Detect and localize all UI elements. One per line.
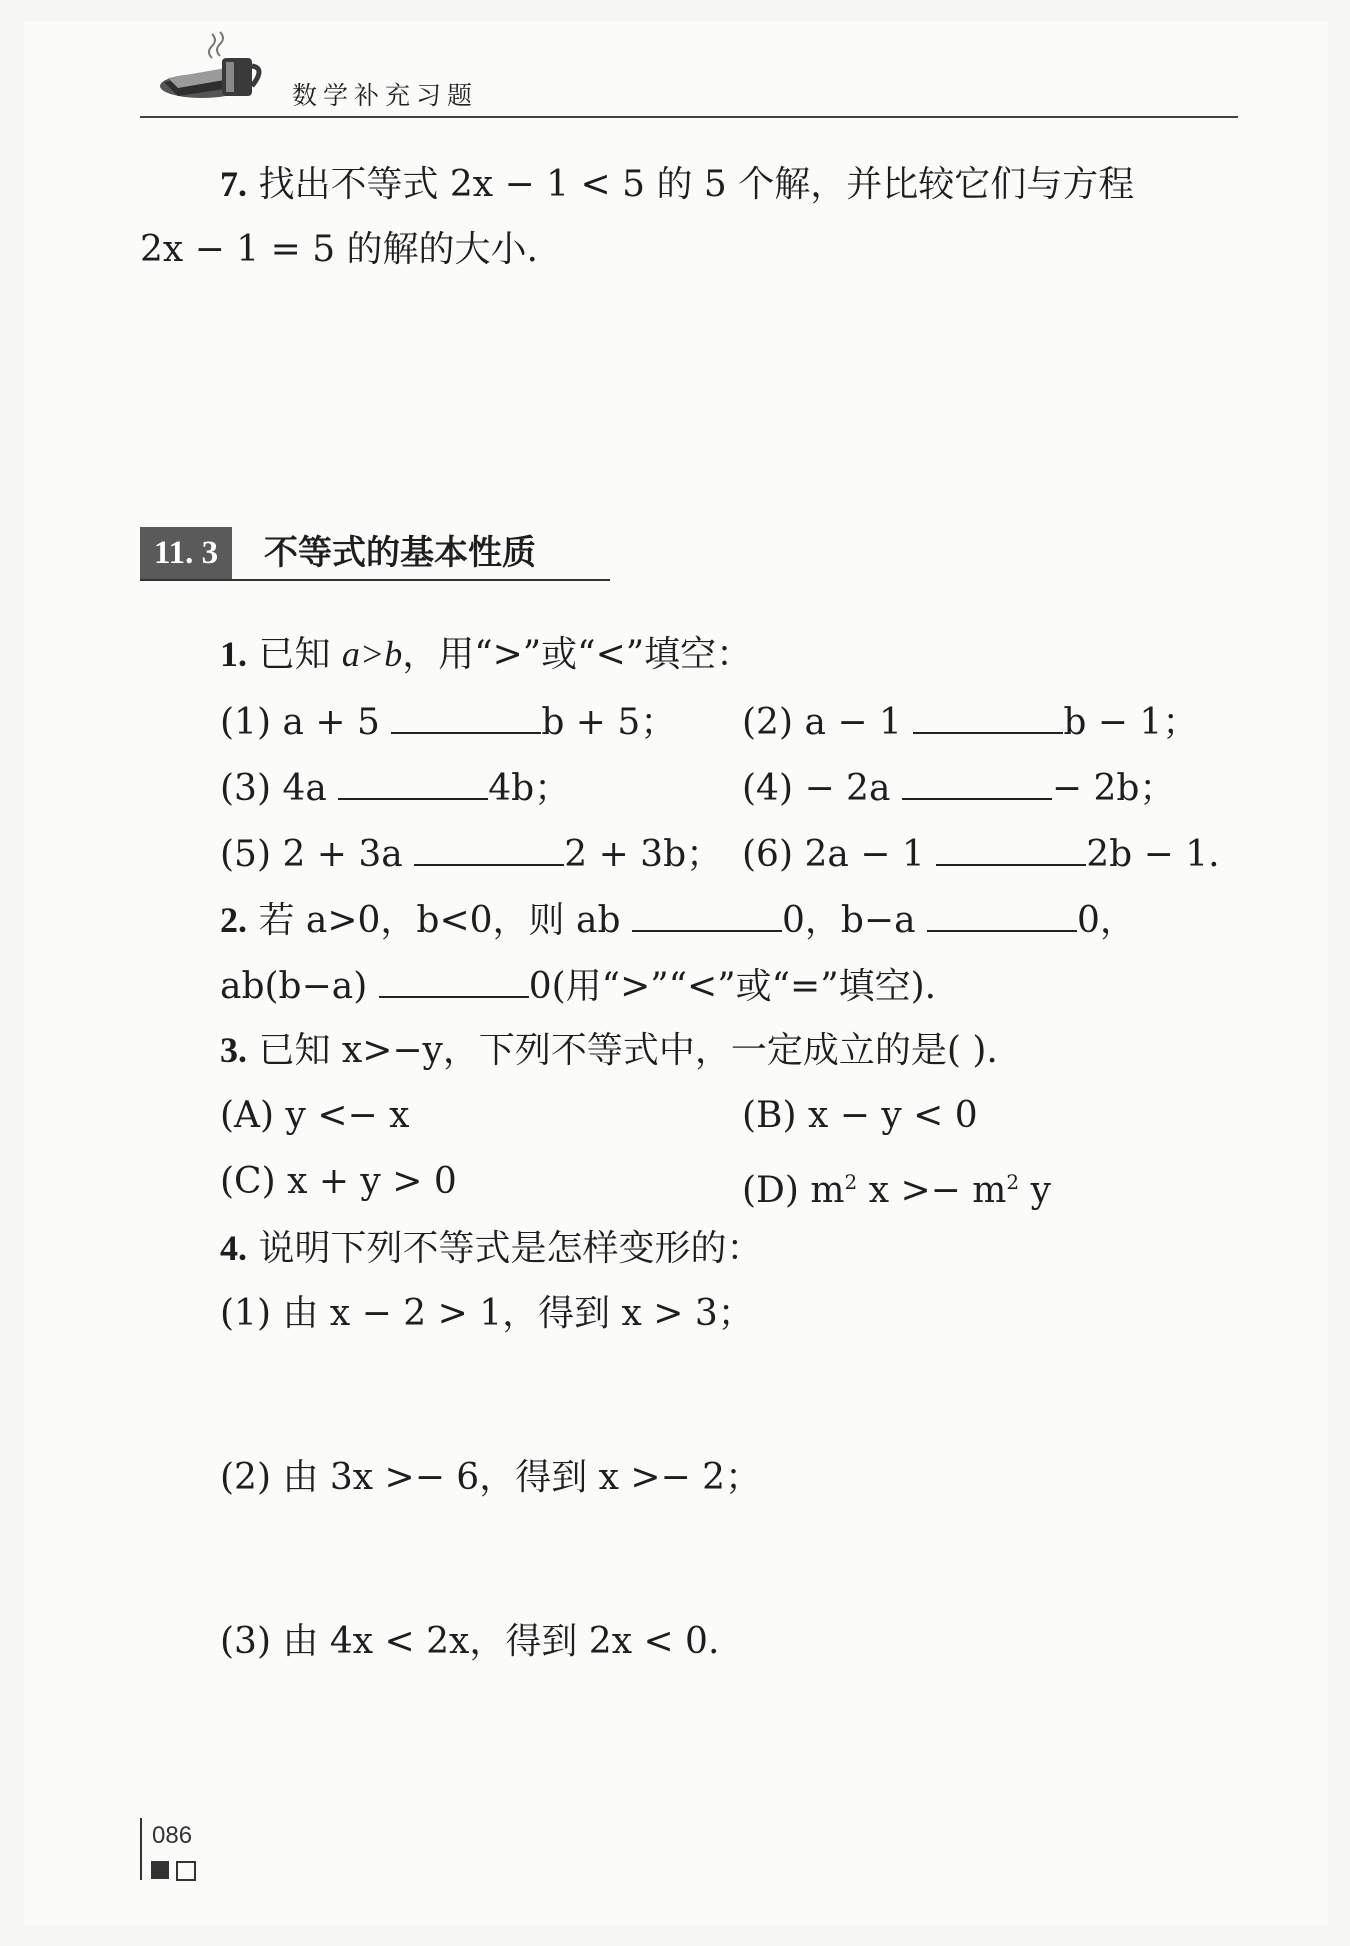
question-number: 4. (220, 1228, 247, 1268)
option-text: (D) m (742, 1170, 845, 1211)
exponent: 2 (844, 1170, 858, 1194)
section-underline (140, 579, 610, 581)
header-divider (140, 116, 1238, 118)
stem-text: 0， (1076, 900, 1136, 941)
part-right: − 2b； (1051, 768, 1176, 809)
part-right: b + 5； (541, 702, 677, 743)
stem-variable: a>b (341, 634, 403, 674)
section-number-badge: 11. 3 (140, 527, 232, 579)
answer-blank[interactable] (936, 830, 1086, 866)
answer-blank[interactable] (379, 962, 529, 998)
stem-text: 已知 x>−y，下列不等式中，一定成立的是( ). (258, 1030, 998, 1071)
answer-blank[interactable] (913, 698, 1063, 734)
stem-text: ，用“>”或“<”填空： (402, 634, 753, 675)
part-left: (3) 4a (220, 768, 327, 809)
question-text: 找出不等式 2x − 1 < 5 的 5 个解，并比较它们与方程 (258, 164, 1135, 205)
part-right: 4b； (488, 768, 571, 809)
stem-text: 已知 (258, 634, 342, 675)
page-number: 086 (152, 1822, 193, 1849)
books-and-coffee-cup-icon (160, 28, 270, 110)
question-number: 2. (220, 900, 247, 940)
question-7-line-1 (220, 162, 1134, 207)
answer-blank[interactable] (414, 830, 564, 866)
option-a[interactable]: (A) y <− x (220, 1095, 410, 1136)
question-2-line-2 (220, 962, 936, 1009)
option-b[interactable]: (B) x − y < 0 (742, 1095, 978, 1136)
option-text: x >− m (868, 1170, 1007, 1211)
part-right: b − 1； (1063, 702, 1199, 743)
q4-sub-2: (2) 由 3x >− 6，得到 x >− 2； (220, 1457, 762, 1498)
q1-part-2 (742, 698, 1198, 745)
question-2-line-1 (220, 896, 1136, 943)
stem-text: 若 a>0，b<0，则 ab (258, 900, 621, 941)
question-number: 7. (220, 164, 247, 204)
q1-part-6 (742, 830, 1220, 877)
part-left: (5) 2 + 3a (220, 834, 403, 875)
answer-blank[interactable] (338, 764, 488, 800)
q4-sub-3: (3) 由 4x < 2x，得到 2x < 0. (220, 1621, 720, 1662)
stem-text: 0(用“>”“<”或“=”填空). (528, 966, 937, 1007)
part-left: (4) − 2a (742, 768, 891, 809)
exponent: 2 (1006, 1170, 1020, 1194)
question-7-line-2: 2x − 1 = 5 的解的大小. (140, 229, 539, 270)
part-left: (2) a − 1 (742, 702, 902, 743)
q1-part-1 (220, 698, 676, 745)
q1-part-4 (742, 764, 1175, 811)
question-4-stem (220, 1226, 762, 1271)
stem-text: ab(b−a) (220, 966, 368, 1007)
footer-bar (140, 1818, 142, 1880)
answer-blank[interactable] (632, 896, 782, 932)
question-3-stem (220, 1028, 998, 1073)
part-right: 2 + 3b； (564, 834, 723, 875)
q4-sub-1: (1) 由 x − 2 > 1，得到 x > 3； (220, 1293, 754, 1334)
empty-square-icon (176, 1861, 196, 1881)
part-left: (1) a + 5 (220, 702, 380, 743)
question-number: 1. (220, 634, 247, 674)
part-right: 2b − 1. (1086, 834, 1220, 875)
stem-text: 0，b−a (781, 900, 916, 941)
question-number: 3. (220, 1030, 247, 1070)
option-d[interactable] (742, 1160, 1051, 1213)
answer-blank[interactable] (391, 698, 541, 734)
question-1-stem (220, 632, 752, 677)
option-c[interactable]: (C) x + y > 0 (220, 1161, 457, 1202)
q1-part-5 (220, 830, 722, 877)
filled-square-icon (151, 1861, 169, 1879)
header-title: 数学补充习题 (292, 81, 479, 110)
part-left: (6) 2a − 1 (742, 834, 925, 875)
answer-blank[interactable] (927, 896, 1077, 932)
option-text: y (1030, 1170, 1051, 1211)
q1-part-3 (220, 764, 570, 811)
stem-text: 说明下列不等式是怎样变形的： (258, 1228, 763, 1269)
answer-blank[interactable] (902, 764, 1052, 800)
section-title: 不等式的基本性质 (264, 533, 536, 573)
